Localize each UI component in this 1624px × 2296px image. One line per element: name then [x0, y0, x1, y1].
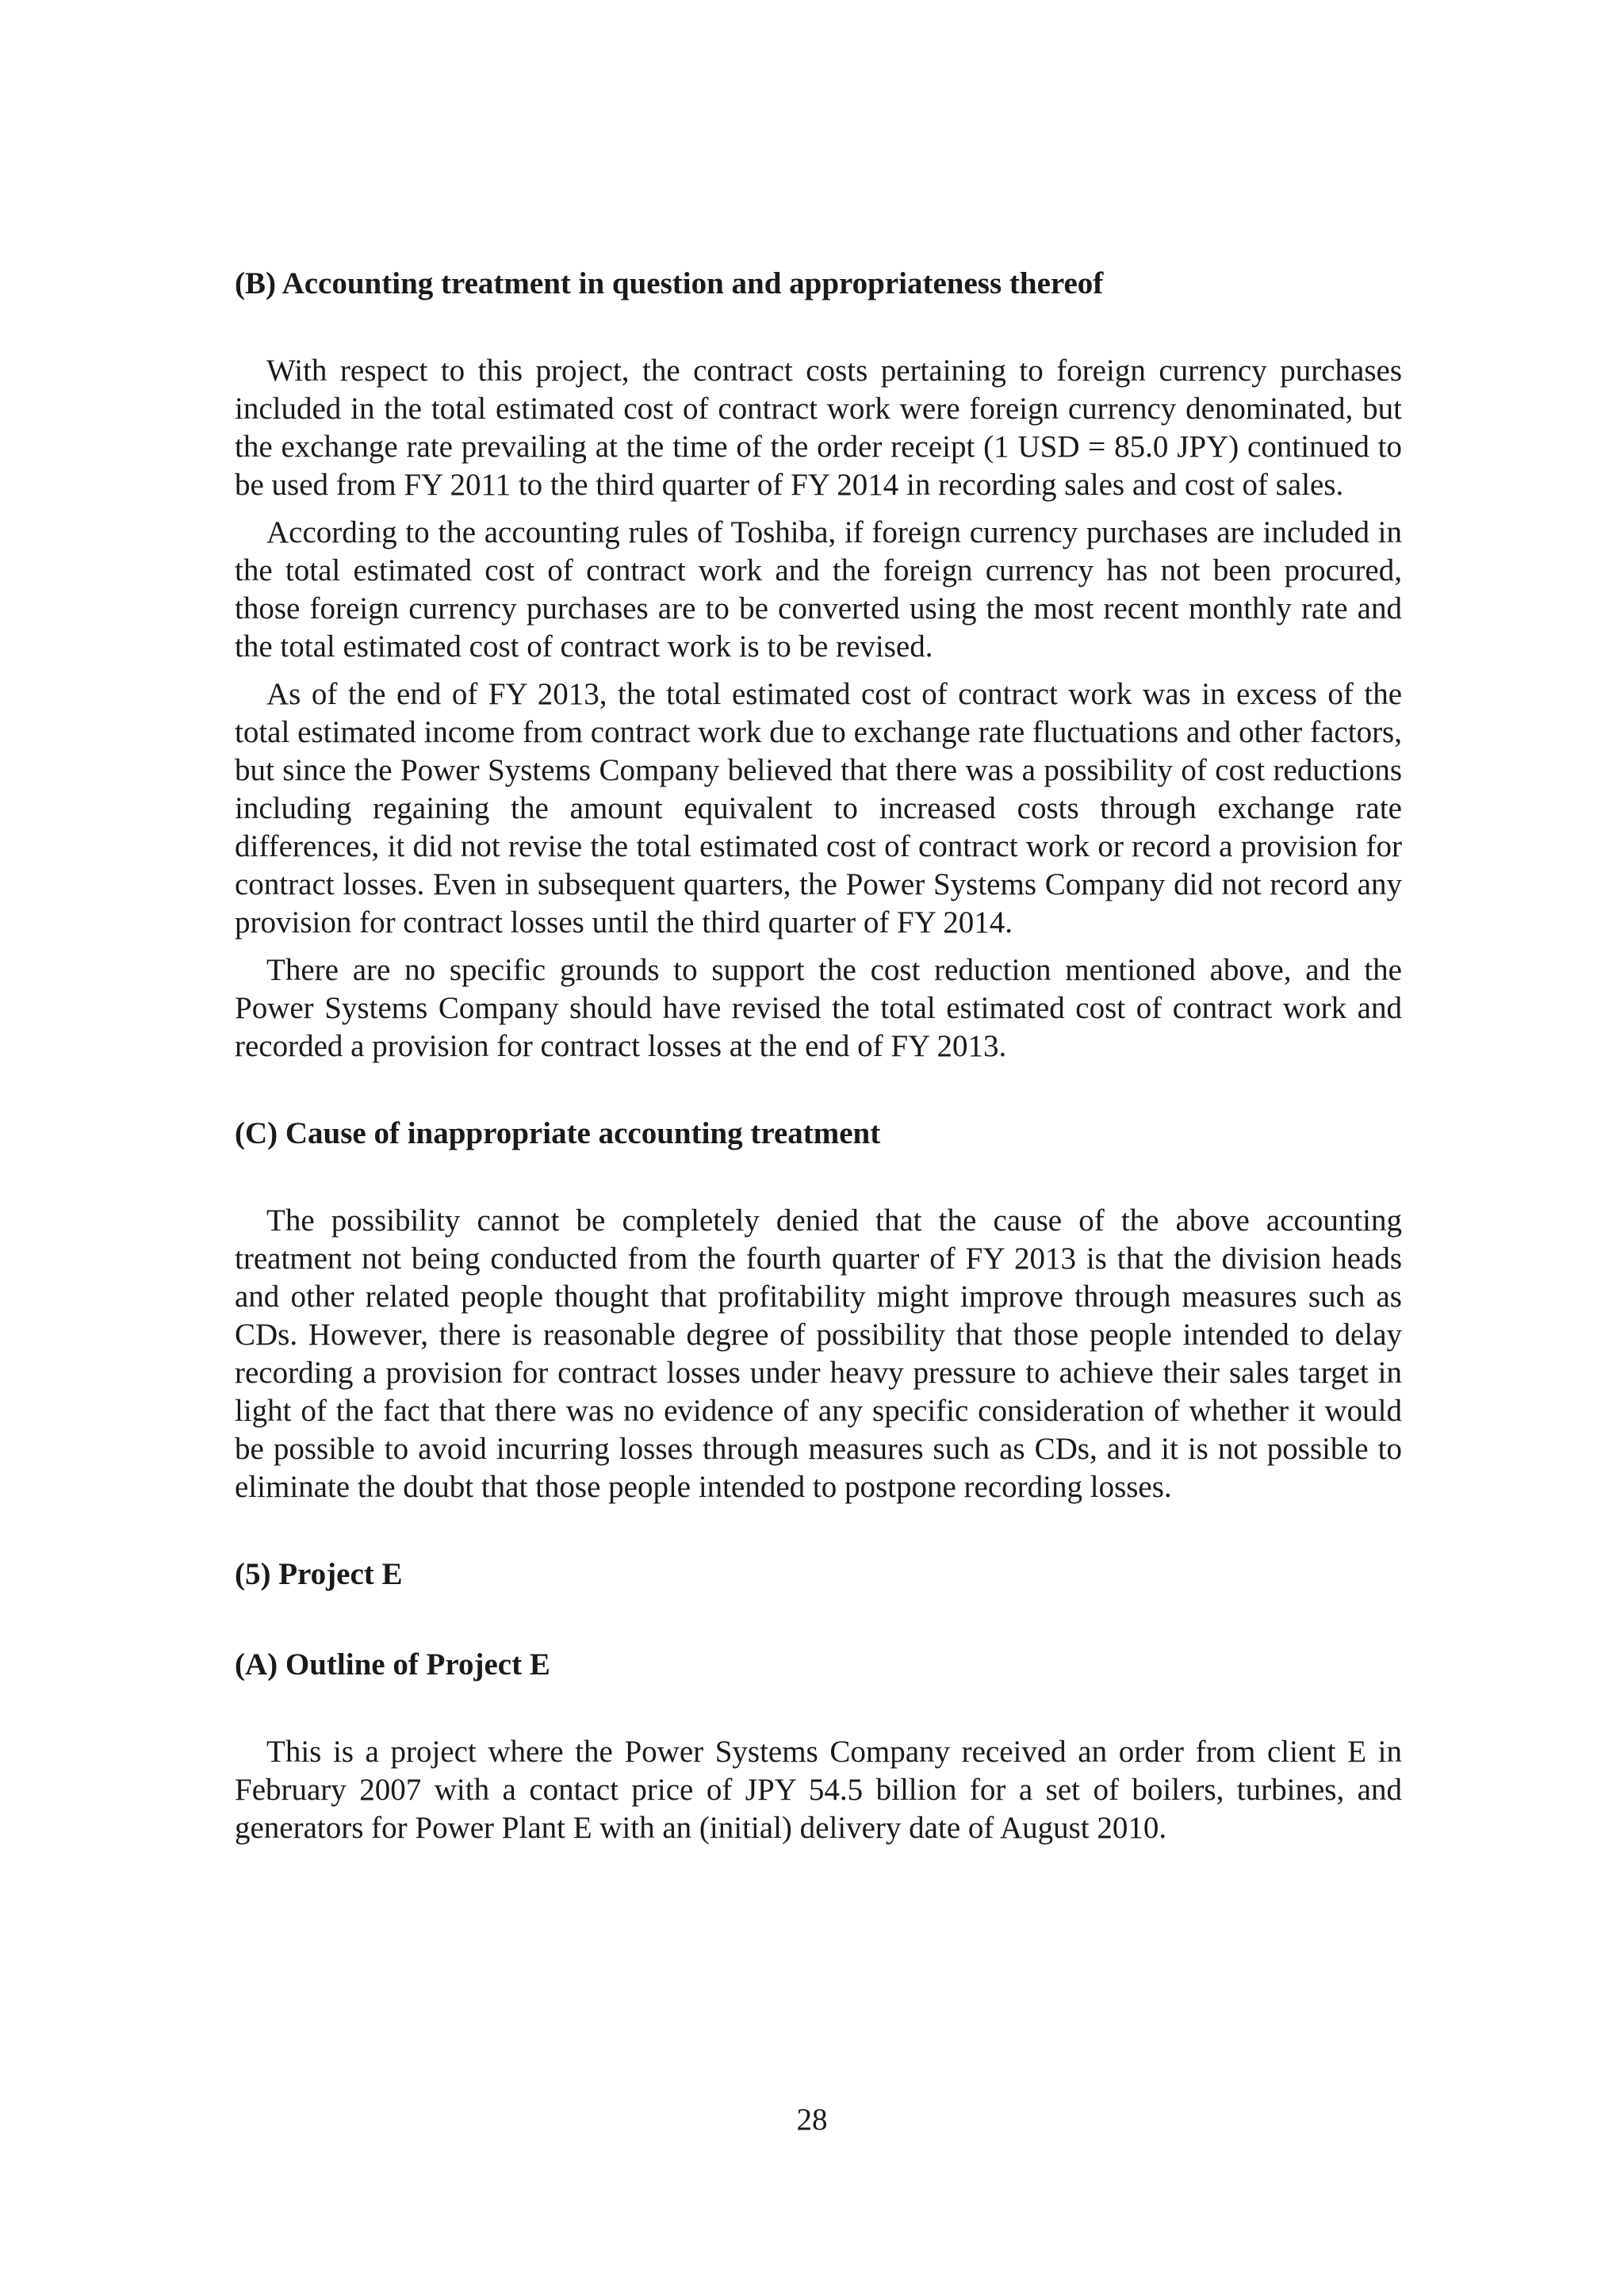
section-b-heading: (B) Accounting treatment in question and appropriateness thereof	[235, 266, 1104, 300]
section-c-paragraph-1: The possibility cannot be completely denied that the cause of the above accounting treatment not being conducted from the fourth quarter of FY 2013 is that the division heads and other related people thought that profitability might improve through measures such as CDs. However, there is reasonable degree of possibility that those people intended to delay recording a provision for contract losses under heavy pressure to achieve their sales target in light of the fact that there was no evidence of any specific consideration of whether it would be possible to avoid incurring losses through measures such as CDs, and it is not possible to eliminate the doubt that those people intended to postpone recording losses.	[235, 1203, 1402, 1504]
section-b-paragraph-3: As of the end of FY 2013, the total estimated cost of contract work was in excess of the total estimated income from contract work due to exchange rate fluctuations and other factors, but since the Power Systems Company believed that there was a possibility of cost reductions including regaining the amount equivalent to increased costs through exchange rate differences, it did not revise the total estimated cost of contract work or record a provision for contract losses. Even in subsequent quarters, the Power Systems Company did not record any provision for contract losses until the third quarter of FY 2014.	[235, 677, 1402, 939]
section-c-heading: (C) Cause of inappropriate accounting treatment	[235, 1116, 881, 1150]
page-number: 28	[796, 2103, 828, 2137]
section-b-paragraph-1: With respect to this project, the contract costs pertaining to foreign currency purchases included in the total estimated cost of contract work were foreign currency denominated, but the exchange rate prevailing at the time of the order receipt (1 USD = 85.0 JPY) continued to be used from FY 2011 to the third quarter of FY 2014 in recording sales and cost of sales.	[235, 354, 1402, 502]
section-a-paragraph-1: This is a project where the Power Systems Company received an order from client E in February 2007 with a contact price of JPY 54.5 billion for a set of boilers, turbines, and generators for Power Plant E with an (initial) delivery date of August 2010.	[235, 1735, 1402, 1845]
section-b-paragraph-2: According to the accounting rules of Toshiba, if foreign currency purchases are included in the total estimated cost of contract work and the foreign currency has not been procured, those foreign currency purchases are to be converted using the most recent monthly rate and the total estimated cost of contract work is to be revised.	[235, 515, 1402, 664]
page-body	[235, 265, 1402, 1857]
section-b-paragraph-4: There are no specific grounds to support the cost reduction mentioned above, and the Power Systems Company should have revised the total estimated cost of contract work and recorded a provision for contract losses at the end of FY 2013.	[235, 953, 1402, 1063]
section-a-heading: (A) Outline of Project E	[235, 1647, 550, 1682]
section-5-heading: (5) Project E	[235, 1557, 403, 1591]
